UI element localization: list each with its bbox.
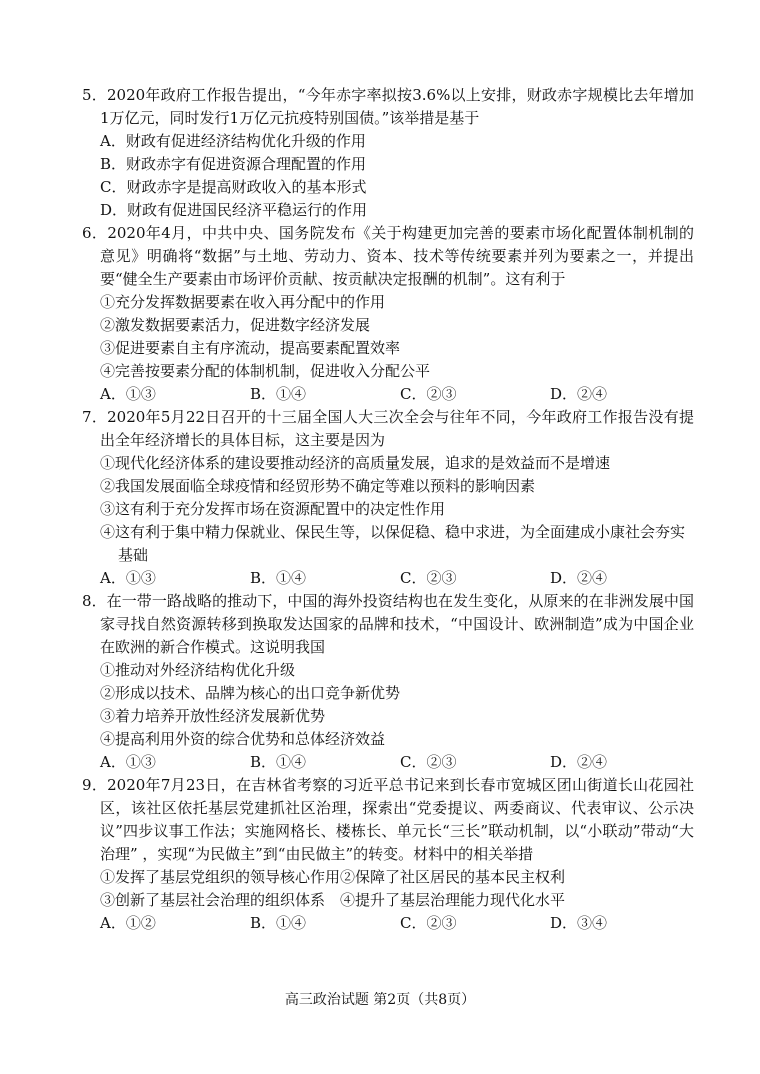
statement-row: [82, 866, 694, 889]
answer-choices: [82, 912, 694, 935]
question-7: [82, 406, 694, 590]
choice-d: D．②④: [550, 385, 608, 403]
choice-b: B．①④: [250, 753, 307, 771]
choice-d: D．②④: [550, 753, 608, 771]
question-stem: 9．2020年7月23日，在吉林省考察的习近平总书记来到长春市宽城区团山街道长山花园社区，该社区依托基层党建抓社区治理，探索出“党委提议、两委商议、代表审议、公示决议”四步议事工作法；实施网格长、楼栋长、单元长“三长”联动机制，以“小联动”带动“大治理” ，实现“为民做主”到“由民做主”的转变。材料中的相关举措: [82, 776, 694, 863]
question-stem: 8．在一带一路战略的推动下，中国的海外投资结构也在发生变化，从原来的在非洲发展中国家寻找自然资源转移到换取发达国家的品牌和技术，“中国设计、欧洲制造”成为中国企业在欧洲的新合作模式。这说明我国: [82, 592, 694, 656]
question-6: [82, 222, 694, 406]
option-d: D．财政有促进国民经济平稳运行的作用: [100, 201, 368, 219]
statement-1: ①现代化经济体系的建设要推动经济的高质量发展，追求的是效益而不是增速: [100, 454, 611, 472]
statement-4: ④提高利用外资的综合优势和总体经济效益: [100, 730, 386, 748]
question-9: [82, 774, 694, 935]
choice-d: D．③④: [550, 914, 608, 932]
choice-c: C．②③: [400, 753, 457, 771]
choice-a: A．①③: [100, 753, 156, 771]
choice-d: D．②④: [550, 569, 608, 587]
statement-2: ②保障了社区居民的基本民主权利: [340, 868, 566, 886]
statement-1: ①充分发挥数据要素在收入再分配中的作用: [100, 293, 386, 311]
answer-choices: [82, 567, 694, 590]
statement-3: ③这有利于充分发挥市场在资源配置中的决定性作用: [100, 500, 446, 518]
choice-c: C．②③: [400, 385, 457, 403]
choice-b: B．①④: [250, 569, 307, 587]
statement-2: ②形成以技术、品牌为核心的出口竞争新优势: [100, 684, 401, 702]
question-stem: 6．2020年4月，中共中央、国务院发布《关于构建更加完善的要素市场化配置体制机制的意见》明确将“数据”与土地、劳动力、资本、技术等传统要素并列为要素之一，并提出要“健全生产要素由市场评价贡献、按贡献决定报酬的机制”。这有利于: [82, 224, 694, 288]
statement-1: ①发挥了基层党组织的领导核心作用: [100, 868, 341, 886]
page-footer: 高三政治试题 第2页（共8页）: [284, 992, 476, 1008]
choice-b: B．①④: [250, 914, 307, 932]
statement-4: ④这有利于集中精力保就业、保民生等，以保促稳、稳中求进，为全面建成小康社会夯实基础: [100, 523, 686, 564]
statement-2: ②激发数据要素活力，促进数字经济发展: [100, 316, 371, 334]
option-c: C．财政赤字是提高财政收入的基本形式: [100, 178, 367, 196]
statement-3: ③创新了基层社会治理的组织体系: [100, 891, 326, 909]
choice-b: B．①④: [250, 385, 307, 403]
statement-4: ④完善按要素分配的体制机制，促进收入分配公平: [100, 362, 431, 380]
choice-c: C．②③: [400, 914, 457, 932]
option-a: A．财政有促进经济结构优化升级的作用: [100, 132, 366, 150]
option-b: B．财政赤字有促进资源合理配置的作用: [100, 155, 367, 173]
statement-row: [82, 889, 694, 912]
choice-c: C．②③: [400, 569, 457, 587]
answer-choices: [82, 383, 694, 406]
choice-a: A．①③: [100, 385, 156, 403]
choice-a: A．①③: [100, 569, 156, 587]
question-5: [82, 84, 694, 222]
question-stem: 5．2020年政府工作报告提出，“今年赤字率拟按3.6%以上安排，财政赤字规模比去年增加1万亿元，同时发行1万亿元抗疫特别国债。”该举措是基于: [82, 86, 694, 127]
choice-a: A．①②: [100, 914, 156, 932]
question-8: [82, 590, 694, 774]
answer-choices: [82, 751, 694, 774]
statement-4: ④提升了基层治理能力现代化水平: [340, 891, 566, 909]
statement-3: ③着力培养开放性经济发展新优势: [100, 707, 326, 725]
question-list: [82, 84, 694, 935]
question-stem: 7．2020年5月22日召开的十三届全国人大三次全会与往年不同，今年政府工作报告没有提出全年经济增长的具体目标，这主要是因为: [82, 408, 694, 449]
statement-2: ②我国发展面临全球疫情和经贸形势不确定等难以预料的影响因素: [100, 477, 536, 495]
statement-3: ③促进要素自主有序流动，提高要素配置效率: [100, 339, 401, 357]
statement-1: ①推动对外经济结构优化升级: [100, 661, 296, 679]
